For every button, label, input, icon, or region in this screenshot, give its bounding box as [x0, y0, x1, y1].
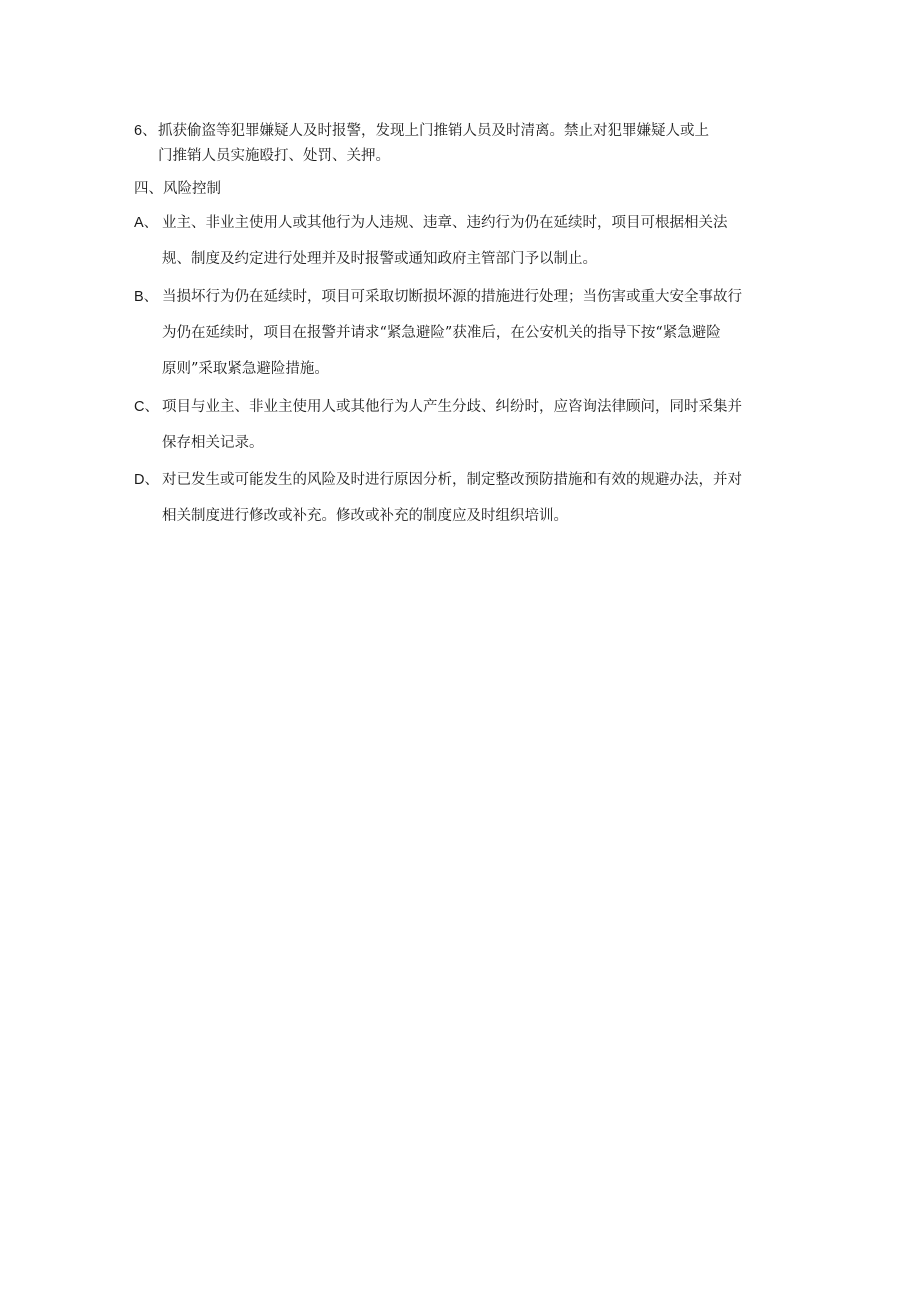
list-marker: D、: [134, 472, 159, 488]
paragraph-line: 业主、非业主使用人或其他行为人违规、违章、违约行为仍在延续时，项目可根据相关法: [162, 215, 728, 231]
paragraph-line: 当损坏行为仍在延续时，项目可采取切断损坏源的措施进行处理；当伤害或重大安全事故行: [162, 289, 742, 305]
paragraph-line: 项目与业主、非业主使用人或其他行为人产生分歧、纠纷时，应咨询法律顾问，同时采集并: [162, 399, 742, 415]
list-item-c: [134, 389, 794, 461]
paragraph-line: 相关制度进行修改或补充。修改或补充的制度应及时组织培训。: [162, 508, 568, 524]
paragraph-line: 保存相关记录。: [162, 435, 264, 451]
paragraph-line: 规、制度及约定进行处理并及时报警或通知政府主管部门予以制止。: [162, 251, 597, 267]
paragraph-line: 抓获偷盗等犯罪嫌疑人及时报警，发现上门推销人员及时清离。禁止对犯罪嫌疑人或上: [158, 123, 709, 139]
list-marker: A、: [134, 215, 159, 231]
list-item-b: [134, 279, 794, 387]
list-item-a: [134, 205, 794, 277]
list-marker: 6、: [134, 123, 157, 139]
paragraph-line: 门推销人员实施殴打、处罚、关押。: [158, 148, 390, 164]
list-item-d: [134, 462, 794, 534]
list-marker: B、: [134, 289, 159, 305]
paragraph-line: 原则”采取紧急避险措施。: [162, 361, 329, 377]
section-heading: 四、风险控制: [134, 181, 221, 197]
list-item-6: [134, 119, 794, 169]
list-marker: C、: [134, 399, 159, 415]
paragraph-line: 对已发生或可能发生的风险及时进行原因分析，制定整改预防措施和有效的规避办法，并对: [162, 472, 742, 488]
paragraph-line: 为仍在延续时，项目在报警并请求“紧急避险”获准后，在公安机关的指导下按“紧急避险: [162, 325, 721, 341]
